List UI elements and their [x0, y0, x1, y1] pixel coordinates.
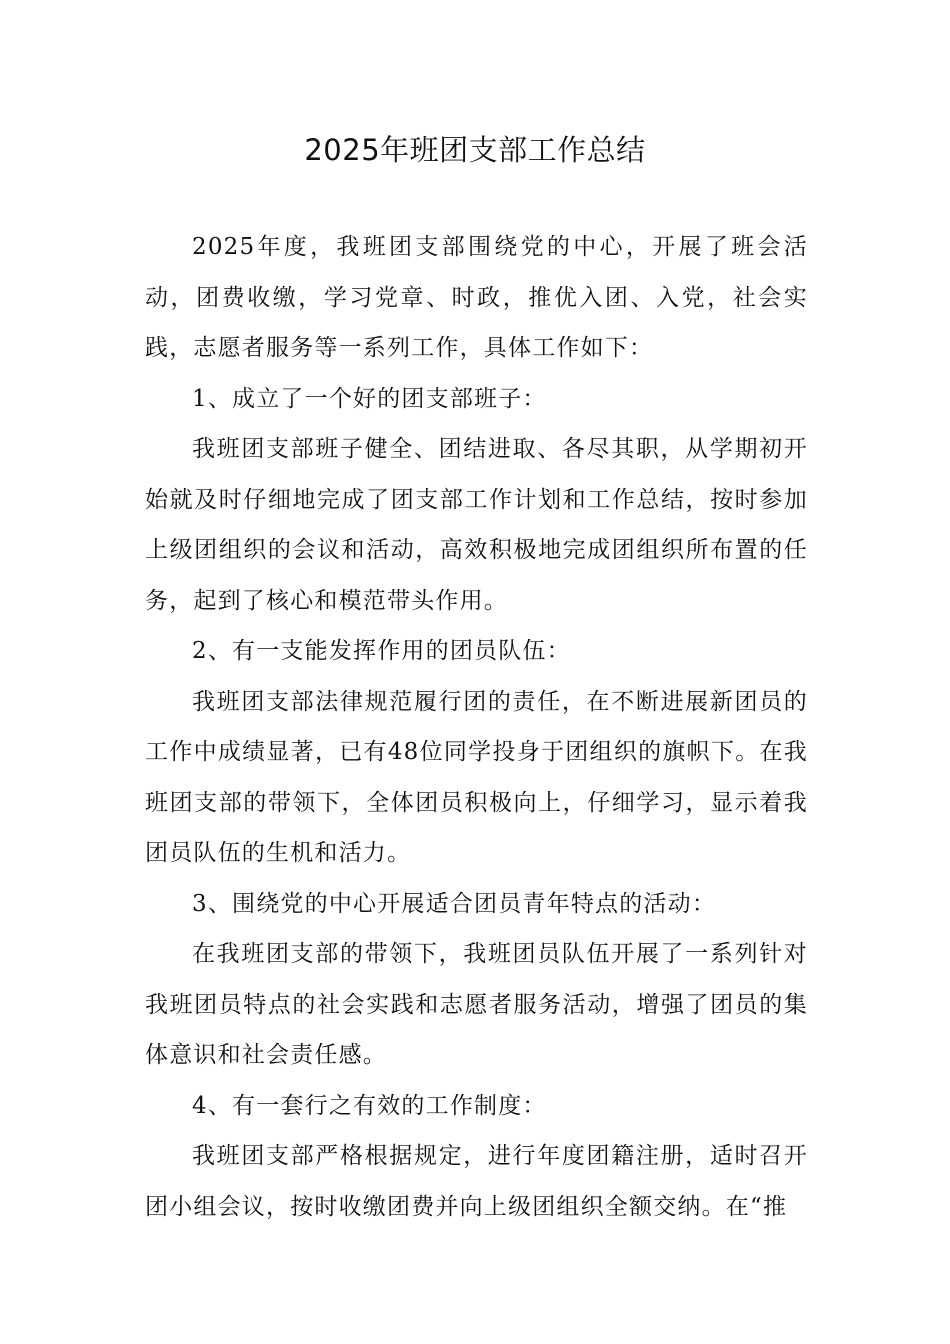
section-paragraph-4: 我班团支部严格根据规定，进行年度团籍注册，适时召开团小组会议，按时收缴团费并向上级团组织全额交纳。在“推 [145, 1143, 808, 1220]
section-paragraph-3: 在我班团支部的带领下，我班团员队伍开展了一系列针对我班团员特点的社会实践和志愿者服务活动，增强了团员的集体意识和社会责任感。 [145, 941, 808, 1068]
section-heading-1: 1、成立了一个好的团支部班子： [192, 385, 547, 412]
section-heading-4: 4、有一套行之有效的工作制度： [192, 1092, 547, 1119]
section-paragraph-2: 我班团支部法律规范履行团的责任，在不断进展新团员的工作中成绩显著，已有48位同学投身于团组织的旗帜下。在我班团支部的带领下，全体团员积极向上，仔细学习，显示着我团员队伍的生机和活力。 [145, 688, 808, 866]
document-body [145, 222, 808, 1232]
section-heading-2: 2、有一支能发挥作用的团员队伍： [192, 638, 571, 664]
document-title: 2025年班团支部工作总结 [304, 133, 646, 167]
section-heading-3: 3、围绕党的中心开展适合团员青年特点的活动： [192, 890, 717, 917]
intro-paragraph: 2025年度，我班团支部围绕党的中心，开展了班会活动，团费收缴，学习党章、时政，推优入团、入党，社会实践，志愿者服务等一系列工作，具体工作如下： [145, 234, 808, 361]
section-paragraph-1: 我班团支部班子健全、团结进取、各尽其职，从学期初开始就及时仔细地完成了团支部工作计划和工作总结，按时参加上级团组织的会议和活动，高效积极地完成团组织所布置的任务，起到了核心和模范带头作用。 [145, 436, 808, 614]
